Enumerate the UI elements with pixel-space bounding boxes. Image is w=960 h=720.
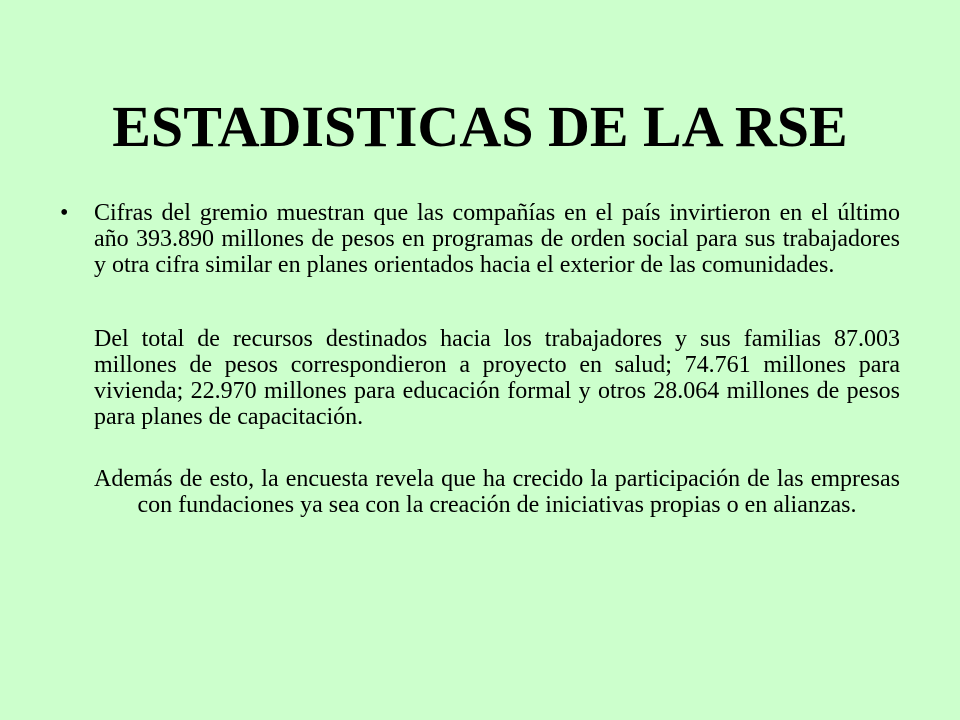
slide-body [60,200,900,518]
slide-title: ESTADISTICAS DE LA RSE [112,94,848,159]
paragraph-2: Del total de recursos destinados hacia los trabajadores y sus familias 87.003 millones de pesos correspondieron a proyecto en salud; 74.761 millones para vivienda; 22.970 millones para educación formal y otros 28.064 millones de pesos para planes de capacitación. [94,326,900,430]
paragraph-1: Cifras del gremio muestran que las compañías en el país invirtieron en el último año 393.890 millones de pesos en programas de orden social para sus trabajadores y otra cifra similar en planes orientados hacia el exterior de las comunidades. [94,200,900,278]
bullet-icon: • [60,200,69,226]
paragraph-3: Además de esto, la encuesta revela que ha crecido la participación de las empresas con fundaciones ya sea con la creación de iniciativas propias o en alianzas. [94,466,900,518]
bullet-item [60,200,900,278]
